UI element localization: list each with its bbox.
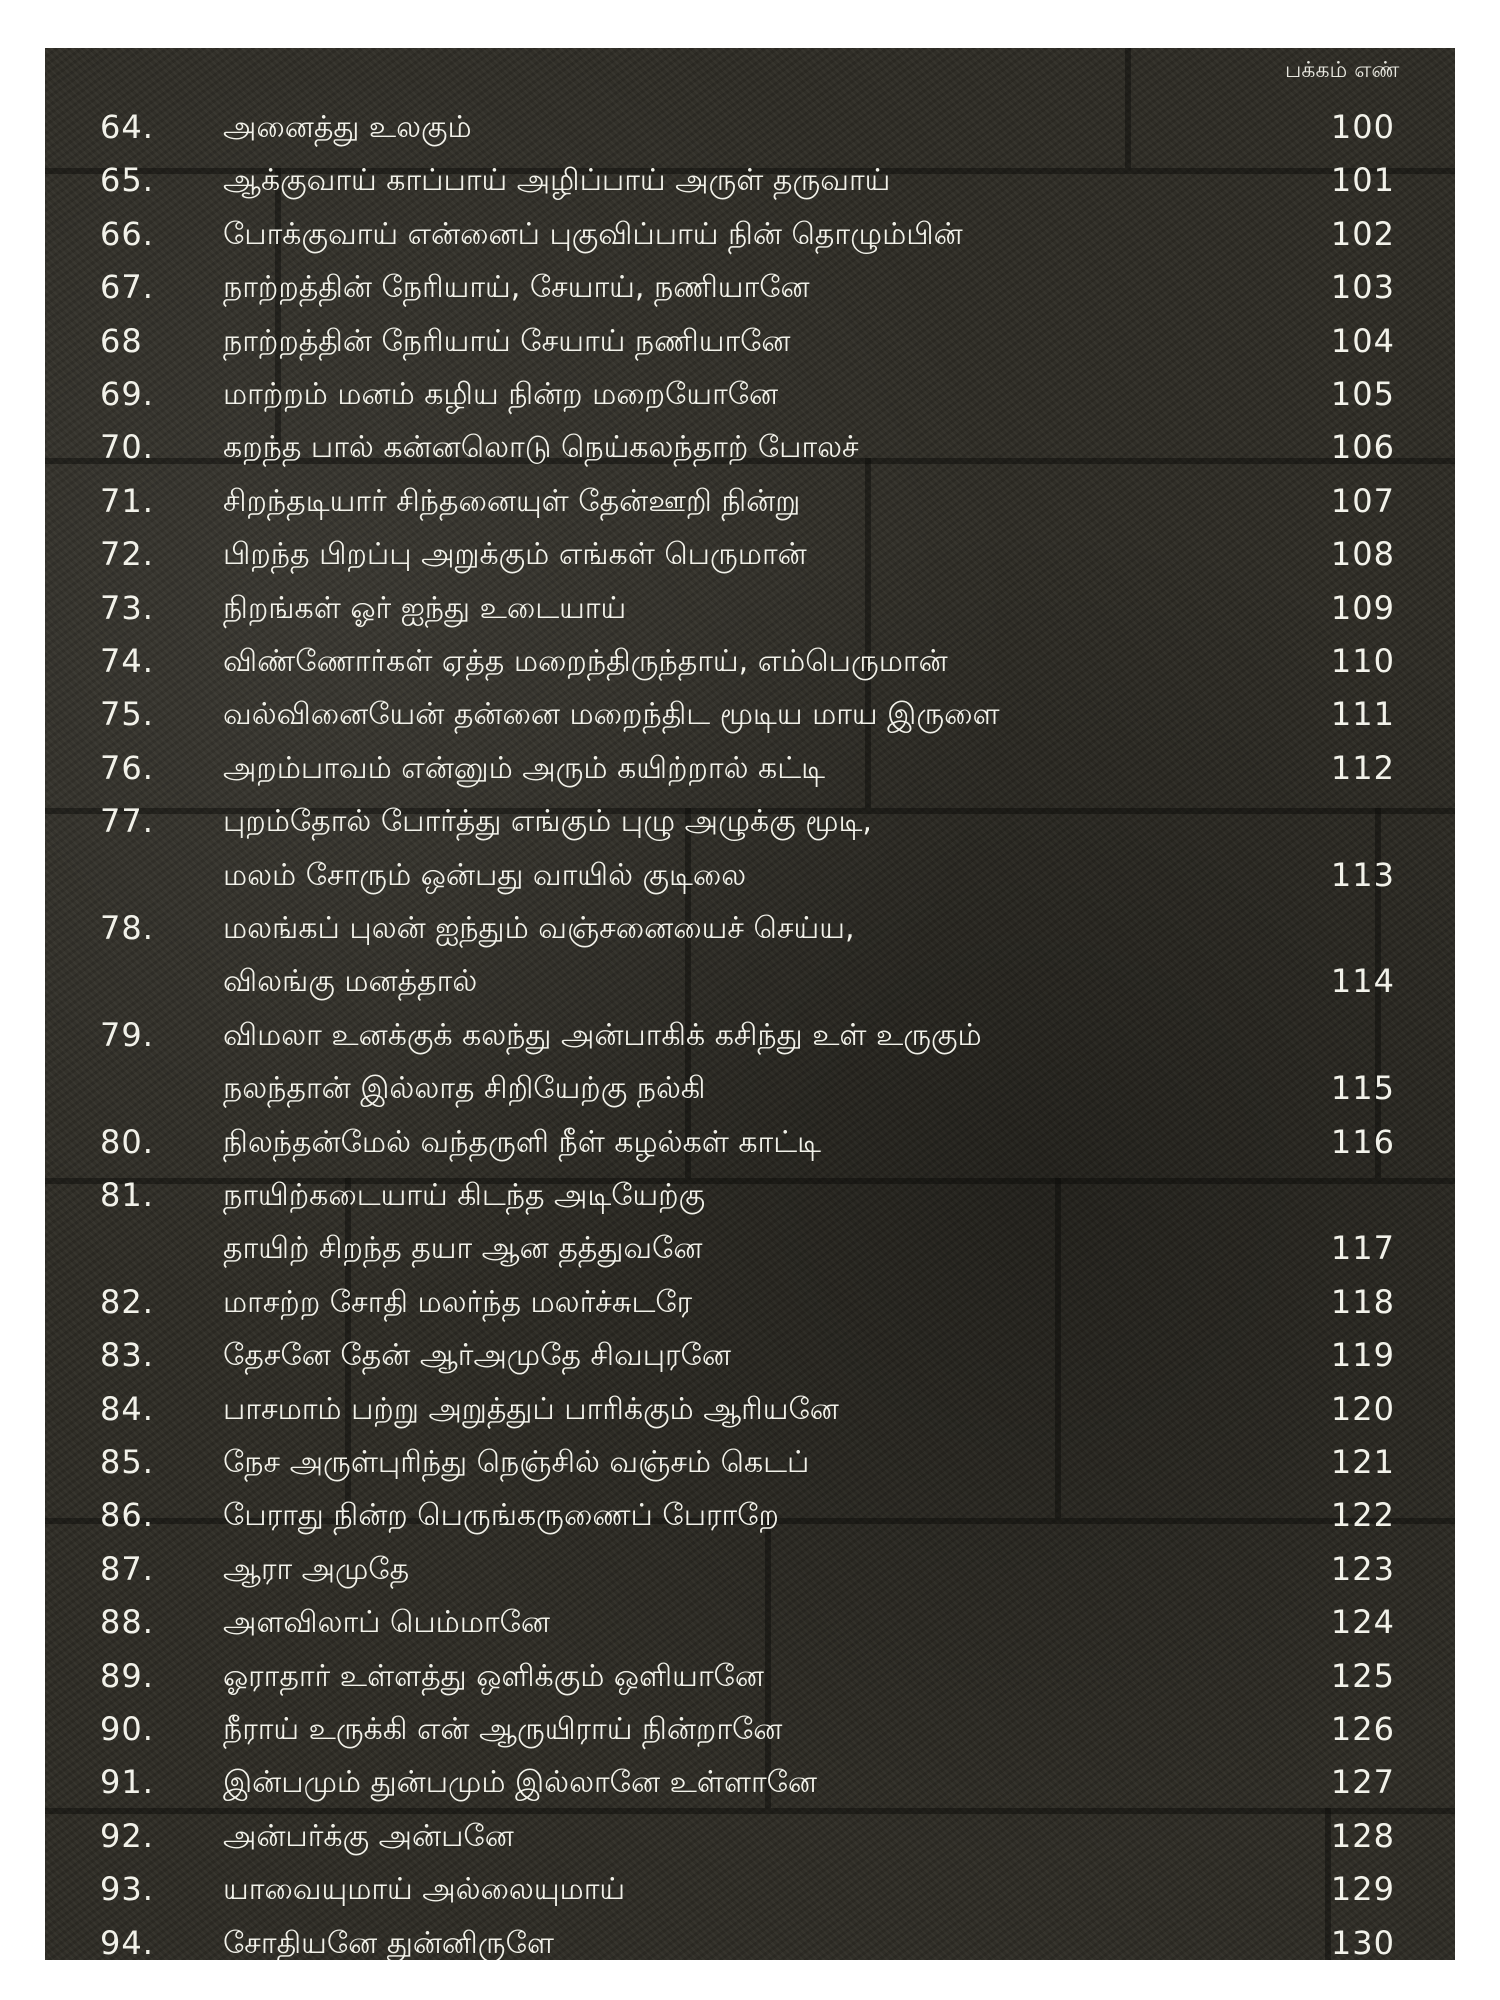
entry-number: 75. bbox=[100, 695, 154, 734]
entry-page-number: 129 bbox=[1330, 1870, 1395, 1909]
contents-entry bbox=[45, 1757, 1455, 1810]
entry-title: வல்வினையேன் தன்னை மறைந்திட மூடிய மாய இருளை bbox=[223, 697, 1000, 733]
entry-page-number: 102 bbox=[1330, 214, 1395, 253]
contents-entry bbox=[45, 422, 1455, 475]
entry-page-number: 115 bbox=[1330, 1069, 1395, 1108]
page-number-header: பக்கம் எண் bbox=[1285, 58, 1400, 83]
entry-title: மலம் சோரும் ஒன்பது வாயில் குடிலை bbox=[223, 857, 747, 893]
contents-entry bbox=[45, 1384, 1455, 1437]
contents-entry bbox=[45, 1063, 1455, 1116]
entry-page-number: 120 bbox=[1330, 1389, 1395, 1428]
contents-entry bbox=[45, 209, 1455, 262]
entry-number: 82. bbox=[100, 1282, 154, 1321]
contents-entry bbox=[45, 1170, 1455, 1223]
entry-number: 77. bbox=[100, 802, 154, 841]
entry-page-number: 117 bbox=[1330, 1229, 1395, 1268]
entry-title: அன்பர்க்கு அன்பனே bbox=[223, 1818, 514, 1854]
contents-entry bbox=[45, 1223, 1455, 1276]
contents-entry bbox=[45, 956, 1455, 1009]
entry-title: பேராது நின்ற பெருங்கருணைப் பேராறே bbox=[223, 1498, 779, 1534]
entry-number: 87. bbox=[100, 1549, 154, 1588]
entry-title: மாற்றம் மனம் கழிய நின்ற மறையோனே bbox=[223, 377, 779, 412]
contents-entry bbox=[45, 796, 1455, 849]
contents-entry bbox=[45, 1918, 1455, 1960]
entry-number: 69. bbox=[100, 375, 154, 413]
contents-entry bbox=[45, 369, 1455, 422]
entry-title: ஓராதார் உள்ளத்து ஒளிக்கும் ஒளியானே bbox=[223, 1658, 764, 1694]
entry-page-number: 106 bbox=[1330, 428, 1395, 467]
contents-entry bbox=[45, 1651, 1455, 1704]
entry-number: 86. bbox=[100, 1496, 154, 1535]
entry-title: அனைத்து உலகும் bbox=[223, 110, 472, 145]
contents-entry bbox=[45, 1544, 1455, 1597]
entry-number: 92. bbox=[100, 1816, 154, 1855]
entry-page-number: 101 bbox=[1330, 161, 1395, 200]
contents-entry bbox=[45, 316, 1455, 369]
contents-entry bbox=[45, 1437, 1455, 1490]
entry-page-number: 121 bbox=[1330, 1443, 1395, 1481]
entry-number: 71. bbox=[100, 481, 154, 520]
contents-entry bbox=[45, 743, 1455, 796]
entry-page-number: 125 bbox=[1330, 1656, 1395, 1695]
contents-entry bbox=[45, 1864, 1455, 1917]
entry-page-number: 123 bbox=[1330, 1549, 1395, 1588]
entry-number: 66. bbox=[100, 214, 154, 253]
entry-number: 91. bbox=[100, 1763, 154, 1802]
contents-entry bbox=[45, 1704, 1455, 1757]
entry-number: 79. bbox=[100, 1015, 154, 1054]
entry-page-number: 107 bbox=[1330, 481, 1395, 520]
entry-page-number: 113 bbox=[1330, 855, 1395, 894]
entry-page-number: 130 bbox=[1330, 1923, 1395, 1960]
contents-entry bbox=[45, 529, 1455, 582]
entry-title: விமலா உனக்குக் கலந்து அன்பாகிக் கசிந்து உள் உருகும் bbox=[223, 1017, 982, 1053]
contents-entry bbox=[45, 262, 1455, 315]
entry-number: 73. bbox=[100, 588, 154, 627]
contents-entry bbox=[45, 1490, 1455, 1543]
entry-title: அறம்பாவம் என்னும் அரும் கயிற்றால் கட்டி bbox=[223, 750, 825, 786]
contents-entry bbox=[45, 1277, 1455, 1330]
entry-number: 68 bbox=[100, 321, 143, 360]
contents-entry bbox=[45, 1117, 1455, 1170]
entry-title: நாற்றத்தின் நேரியாய் சேயாய் நணியானே bbox=[223, 323, 791, 359]
entry-number: 85. bbox=[100, 1443, 154, 1481]
contents-entry bbox=[45, 1010, 1455, 1063]
entry-number: 93. bbox=[100, 1870, 154, 1909]
contents-entry bbox=[45, 102, 1455, 155]
contents-entry bbox=[45, 636, 1455, 689]
entry-page-number: 103 bbox=[1330, 268, 1395, 307]
entry-page-number: 118 bbox=[1330, 1282, 1395, 1321]
contents-entry bbox=[45, 689, 1455, 742]
entry-page-number: 122 bbox=[1330, 1496, 1395, 1535]
entry-title: பாசமாம் பற்று அறுத்துப் பாரிக்கும் ஆரியனே bbox=[223, 1391, 839, 1427]
entry-page-number: 116 bbox=[1330, 1122, 1395, 1161]
entry-number: 94. bbox=[100, 1923, 154, 1960]
entry-page-number: 119 bbox=[1330, 1336, 1395, 1375]
entry-title: நீராய் உருக்கி என் ஆருயிராய் நின்றானே bbox=[223, 1712, 783, 1747]
entry-title: சோதியனே துன்னிருளே bbox=[223, 1925, 554, 1960]
contents-entry bbox=[45, 155, 1455, 208]
entry-number: 80. bbox=[100, 1122, 154, 1161]
entry-page-number: 108 bbox=[1330, 535, 1395, 574]
entry-title: கறந்த பால் கன்னலொடு நெய்கலந்தாற் போலச் bbox=[223, 430, 859, 466]
entry-title: நேச அருள்புரிந்து நெஞ்சில் வஞ்சம் கெடப் bbox=[223, 1445, 810, 1480]
entry-page-number: 109 bbox=[1330, 588, 1395, 627]
entry-page-number: 127 bbox=[1330, 1763, 1395, 1802]
entry-title: நலந்தான் இல்லாத சிறியேற்கு நல்கி bbox=[223, 1071, 706, 1107]
entry-page-number: 100 bbox=[1330, 108, 1395, 146]
entry-title: விலங்கு மனத்தால் bbox=[223, 964, 478, 1000]
entry-number: 76. bbox=[100, 748, 154, 787]
entry-title: பிறந்த பிறப்பு அறுக்கும் எங்கள் பெருமான் bbox=[223, 537, 807, 573]
entry-title: நிலந்தன்மேல் வந்தருளி நீள் கழல்கள் காட்டி bbox=[223, 1124, 821, 1160]
entry-title: புறம்தோல் போர்த்து எங்கும் புழு அழுக்கு மூடி, bbox=[223, 804, 872, 840]
entry-page-number: 110 bbox=[1330, 642, 1395, 680]
entry-number: 89. bbox=[100, 1656, 154, 1695]
entry-page-number: 126 bbox=[1330, 1710, 1395, 1748]
entry-number: 84. bbox=[100, 1389, 154, 1428]
entry-number: 78. bbox=[100, 909, 154, 947]
entry-title: நாயிற்கடையாய் கிடந்த அடியேற்கு bbox=[223, 1178, 706, 1213]
entry-number: 65. bbox=[100, 161, 154, 200]
entry-title: தாயிற் சிறந்த தயா ஆன தத்துவனே bbox=[223, 1231, 703, 1267]
entry-page-number: 128 bbox=[1330, 1816, 1395, 1855]
entry-number: 67. bbox=[100, 268, 154, 307]
entry-title: ஆக்குவாய் காப்பாய் அழிப்பாய் அருள் தருவாய் bbox=[223, 163, 891, 199]
stone-wall-background bbox=[45, 48, 1455, 1960]
entry-page-number: 114 bbox=[1330, 962, 1395, 1001]
entry-number: 83. bbox=[100, 1336, 154, 1375]
entry-page-number: 105 bbox=[1330, 375, 1395, 413]
contents-entry bbox=[45, 476, 1455, 529]
entry-title: அளவிலாப் பெம்மானே bbox=[223, 1605, 550, 1641]
contents-entry bbox=[45, 850, 1455, 903]
entry-title: தேசனே தேன் ஆர்அமுதே சிவபுரனே bbox=[223, 1338, 731, 1374]
contents-entry bbox=[45, 1811, 1455, 1864]
entry-title: யாவையுமாய் அல்லையுமாய் bbox=[223, 1872, 626, 1908]
contents-entry bbox=[45, 583, 1455, 636]
entry-title: விண்ணோர்கள் ஏத்த மறைந்திருந்தாய், எம்பெருமான் bbox=[223, 644, 948, 679]
entry-title: நிறங்கள் ஓர் ஐந்து உடையாய் bbox=[223, 590, 627, 626]
entry-page-number: 112 bbox=[1330, 748, 1395, 787]
entry-number: 70. bbox=[100, 428, 154, 467]
contents-entry bbox=[45, 1330, 1455, 1383]
entry-number: 90. bbox=[100, 1710, 154, 1748]
entry-page-number: 111 bbox=[1330, 695, 1395, 734]
entry-title: மாசற்ற சோதி மலர்ந்த மலர்ச்சுடரே bbox=[223, 1284, 693, 1320]
entry-page-number: 124 bbox=[1330, 1603, 1395, 1642]
entry-title: இன்பமும் துன்பமும் இல்லானே உள்ளானே bbox=[223, 1765, 818, 1801]
entry-title: மலங்கப் புலன் ஐந்தும் வஞ்சனையைச் செய்ய, bbox=[223, 911, 855, 946]
entry-number: 81. bbox=[100, 1176, 154, 1214]
entry-title: சிறந்தடியார் சிந்தனையுள் தேன்ஊறி நின்று bbox=[223, 483, 801, 519]
entry-number: 64. bbox=[100, 108, 154, 146]
entry-title: ஆரா அமுதே bbox=[223, 1551, 410, 1587]
entry-title: நாற்றத்தின் நேரியாய், சேயாய், நணியானே bbox=[223, 270, 810, 306]
contents-entry bbox=[45, 903, 1455, 956]
entry-number: 72. bbox=[100, 535, 154, 574]
entry-title: போக்குவாய் என்னைப் புகுவிப்பாய் நின் தொழும்பின் bbox=[223, 216, 963, 252]
entry-number: 88. bbox=[100, 1603, 154, 1642]
contents-entry bbox=[45, 1597, 1455, 1650]
entry-page-number: 104 bbox=[1330, 321, 1395, 360]
entry-number: 74. bbox=[100, 642, 154, 680]
